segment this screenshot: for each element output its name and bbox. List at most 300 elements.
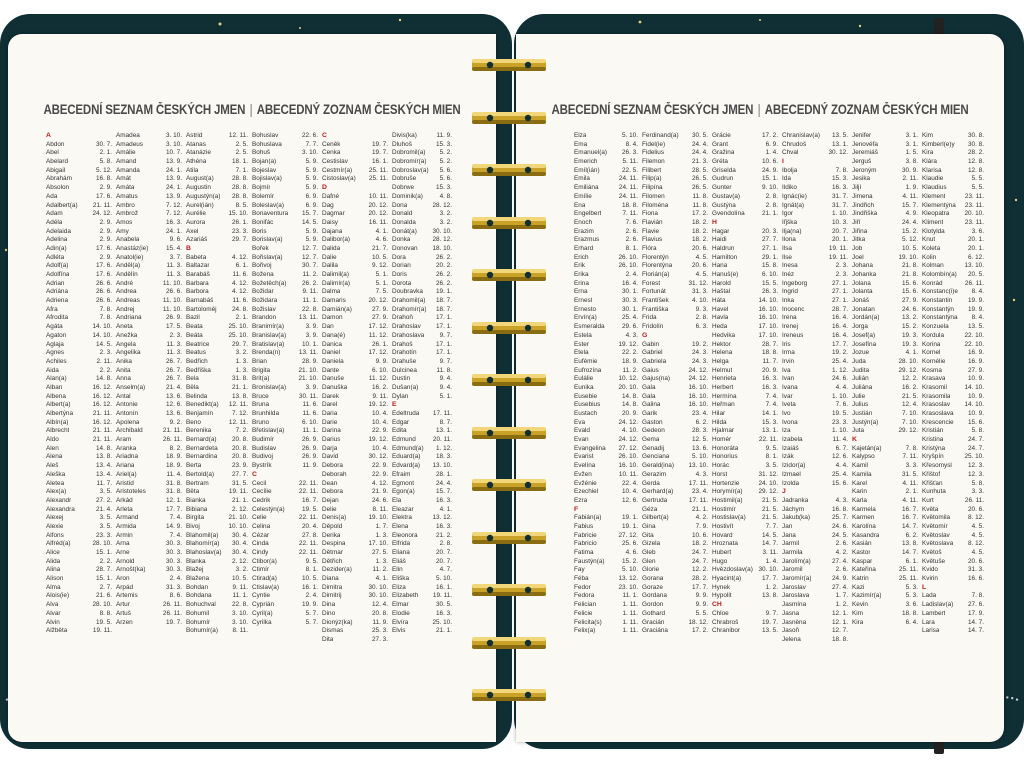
name-entry (186, 558, 248, 567)
name-day-date: 16. 2. (902, 383, 918, 391)
name-day-date: 20. 8. (232, 436, 248, 444)
name-day-date: 30. 10. (368, 592, 388, 600)
name-entry (46, 210, 112, 219)
name-day-date: 17. 9. (968, 609, 984, 617)
name-entry (922, 323, 984, 332)
name-entry (642, 549, 708, 558)
name-entry (116, 323, 182, 332)
name-entry (712, 262, 778, 271)
name-text: Bohumír (186, 618, 211, 626)
name-text: Hugo (712, 557, 728, 565)
name-day-date: 27. 9. (372, 314, 388, 322)
name-text: Adrian (46, 279, 65, 287)
name-text: Kimberl(e)y (922, 140, 955, 148)
name-entry (574, 453, 638, 462)
name-entry (186, 514, 248, 523)
name-text: Bohuslava (252, 140, 282, 148)
name-day-date: 11. 9. (372, 618, 388, 626)
name-entry (46, 314, 112, 323)
name-text: Dorian (392, 262, 411, 270)
name-entry (392, 288, 452, 297)
name-day-date: 16. 12. (92, 392, 112, 400)
name-entry (712, 549, 778, 558)
name-entry (782, 175, 848, 184)
name-day-date: 1. 11. (622, 601, 638, 609)
name-day-date: 13. 11. (298, 314, 318, 322)
name-entry (322, 254, 388, 263)
name-text: Aglaja (46, 340, 64, 348)
name-day-date: 30. 11. (298, 392, 318, 400)
name-day-date: 11. 10. (162, 279, 182, 287)
name-text: Aurora (186, 218, 206, 226)
name-day-date: 17. 6. (96, 244, 112, 252)
name-text: Karel (852, 479, 867, 487)
name-text: Beáta (186, 331, 203, 339)
name-entry (392, 488, 452, 497)
name-text: Brenda(n) (252, 349, 281, 357)
name-day-date: 14. 8. (96, 375, 112, 383)
name-text: Dluhoš (392, 140, 412, 148)
name-text: Aleš (46, 462, 59, 470)
name-day-date: 5. 3. (905, 592, 918, 600)
name-day-date: 31. 5. (902, 470, 918, 478)
name-day-date: 30. 1. (622, 305, 638, 313)
name-entry (922, 601, 984, 610)
name-day-date: 30. 4. (232, 531, 248, 539)
name-day-date: 8. 8. (99, 609, 112, 617)
name-day-date: 2. 3. (835, 262, 848, 270)
name-entry (252, 584, 318, 593)
name-entry (922, 375, 984, 384)
name-entry (252, 254, 318, 263)
name-text: Gvendolína (712, 210, 745, 218)
name-day-date: 17. 10. (368, 540, 388, 548)
name-text: Karmela (852, 505, 876, 513)
name-entry (322, 149, 388, 158)
name-entry (186, 341, 248, 350)
name-day-date: 5. 6. (439, 175, 452, 183)
name-day-date: 5. 2. (439, 149, 452, 157)
name-entry (782, 254, 848, 263)
name-text: Adriána (46, 288, 69, 296)
name-entry (922, 236, 984, 245)
name-text: Gordon (642, 601, 664, 609)
name-text: Bořek (252, 244, 269, 252)
name-text: Celina (252, 522, 271, 530)
name-entry (392, 149, 452, 158)
name-text: Jakub(ka) (782, 514, 811, 522)
name-day-date: 17. 1. (436, 314, 452, 322)
name-entry (642, 601, 708, 610)
name-day-date: 5. 5. (971, 175, 984, 183)
name-text: Alois(ie) (46, 592, 70, 600)
name-entry (186, 332, 248, 341)
name-text: Armand (116, 514, 139, 522)
name-entry (712, 445, 778, 454)
name-day-date: 26. 9. (302, 453, 318, 461)
name-entry (922, 497, 984, 506)
name-entry (392, 462, 452, 471)
name-day-date: 1. 7. (375, 522, 388, 530)
name-entry (46, 367, 112, 376)
name-day-date: 24. 1. (166, 184, 182, 192)
name-day-date: 14. 7. (902, 549, 918, 556)
name-column (852, 132, 918, 645)
name-text: Evald (574, 427, 590, 435)
name-day-date: 11. 10. (162, 305, 182, 313)
name-entry (782, 149, 848, 158)
name-column (322, 132, 388, 645)
name-entry (116, 193, 182, 202)
name-text: Budivoj (252, 453, 273, 461)
name-entry (922, 566, 984, 575)
name-text: F (574, 505, 579, 513)
name-entry (852, 228, 918, 237)
name-day-date: 20. 1. (832, 236, 848, 244)
name-text: Eleonora (392, 531, 418, 539)
name-text: Herbert (712, 383, 734, 391)
name-entry (392, 245, 452, 254)
name-day-date: 18. 9. (622, 357, 638, 365)
name-day-date: 26. 6. (96, 288, 112, 296)
name-text: Dobrwe (392, 184, 415, 192)
name-day-date: 19. 10. (368, 514, 388, 522)
name-text: Cyril(a) (252, 609, 273, 617)
name-day-date: 18. 2. (692, 227, 708, 235)
name-text: Ctimír (252, 566, 270, 574)
name-entry (252, 236, 318, 245)
name-text: Aida (46, 366, 59, 374)
name-entry (852, 193, 918, 202)
name-entry (252, 436, 318, 445)
name-entry (712, 619, 778, 628)
name-day-date: 10. 3. (832, 218, 848, 226)
name-entry (46, 532, 112, 541)
name-day-date: 31. 5. (232, 479, 248, 487)
name-text: Filip(a) (642, 175, 662, 183)
name-text: Helmut (712, 366, 733, 374)
name-entry (852, 358, 918, 367)
name-day-date: 12. 1. (166, 496, 182, 504)
name-text: Katrin (852, 575, 869, 583)
name-entry (46, 627, 112, 636)
name-text: Ela (392, 496, 402, 504)
name-text: Inocenc (782, 305, 805, 313)
name-column (642, 132, 708, 645)
name-day-date: 12. 11. (228, 132, 248, 139)
name-day-date: 11. 12. (368, 331, 388, 339)
name-day-date: 24. 3. (692, 349, 708, 357)
name-text: Gustýna (712, 201, 736, 209)
name-day-date: 22. 2. (622, 349, 638, 357)
name-day-date: 5. 11. (622, 158, 638, 166)
name-entry (574, 532, 638, 541)
name-text: Gala (642, 383, 656, 391)
name-entry (782, 480, 848, 489)
name-text: Ingeborg (782, 279, 808, 287)
name-text: Elfrida (392, 540, 411, 548)
name-entry (574, 184, 638, 193)
name-entry (712, 288, 778, 297)
name-entry (252, 149, 318, 158)
name-day-date: 16. 7. (302, 496, 318, 504)
name-column (574, 132, 638, 645)
name-text: Felician (574, 601, 597, 609)
name-text: Glen (642, 557, 656, 565)
name-day-date: 3. 9. (305, 383, 318, 391)
name-text: Alida (46, 557, 61, 565)
name-text: Alice (46, 549, 60, 556)
name-day-date: 10. 4. (622, 488, 638, 496)
name-entry (642, 184, 708, 193)
name-entry (712, 532, 778, 541)
name-day-date: 20. 12. (368, 297, 388, 305)
name-entry (46, 558, 112, 567)
name-entry (642, 592, 708, 601)
name-text: Branimír(a) (252, 323, 284, 331)
name-day-date: 12. 2. (692, 566, 708, 574)
name-entry (642, 610, 708, 619)
name-entry (116, 427, 182, 436)
name-text: Fidel(ie) (642, 140, 666, 148)
name-text: Amáta (116, 184, 135, 192)
name-day-date: 10. 7. (166, 149, 182, 157)
name-text: Kolman (922, 262, 944, 270)
name-text: Aldo (46, 436, 59, 444)
name-entry (252, 610, 318, 619)
name-day-date: 30. 3. (166, 549, 182, 556)
name-text: Aletea (46, 479, 65, 487)
name-text: Fabián(a) (574, 514, 602, 522)
name-entry (186, 288, 248, 297)
name-day-date: 24. 12. (688, 375, 708, 383)
name-day-date: 19. 9. (968, 297, 984, 305)
name-entry (392, 471, 452, 480)
name-day-date: 13. 4. (96, 470, 112, 478)
name-text: Artemis (116, 592, 138, 600)
name-entry (574, 471, 638, 480)
title-slovak: ABECEDNÝ ZOZNAM ČESKÝCH MIEN (256, 102, 461, 117)
name-day-date: 7. 8. (99, 314, 112, 322)
name-text: Albena (46, 392, 66, 400)
name-text: Ena (574, 201, 586, 209)
name-text: Blahomír(a) (186, 540, 220, 548)
name-text: Kolombín(a) (922, 271, 957, 278)
name-day-date: 26. 6. (166, 288, 182, 296)
name-text: Eliška (392, 575, 410, 583)
name-entry (852, 349, 918, 358)
name-day-date: 13. 5. (762, 627, 778, 635)
name-text: Graciána (642, 627, 668, 635)
name-text: Filomen (642, 192, 665, 200)
name-text: Heda (712, 323, 728, 331)
name-day-date: 24. 4. (692, 140, 708, 148)
name-day-date: 4. 5. (971, 522, 984, 530)
name-day-date: 1. 3. (375, 531, 388, 539)
name-day-date: 17. 1. (436, 349, 452, 357)
name-entry (642, 393, 708, 402)
name-text: Dustin (392, 375, 411, 383)
name-text: K (852, 436, 857, 444)
name-text: Irvin (782, 357, 795, 365)
name-text: Ibolja (782, 166, 798, 174)
name-entry (46, 358, 112, 367)
name-day-date: 16. 10. (688, 401, 708, 409)
name-text: Anselm(a) (116, 383, 146, 391)
name-day-date: 15. 6. (902, 288, 918, 296)
name-text: Chranibor (712, 627, 741, 635)
name-day-date: 17. 11. (432, 410, 452, 417)
name-day-date: 30. 8. (968, 132, 984, 139)
name-entry (392, 619, 452, 628)
name-text: Čeněk (322, 140, 341, 148)
name-entry (782, 219, 848, 228)
name-day-date: 30. 7. (96, 140, 112, 148)
name-text: Abigail (46, 166, 66, 174)
name-day-date: 2. 12. (232, 557, 248, 565)
name-entry (852, 549, 918, 558)
name-text: Fortunát (642, 288, 666, 296)
name-entry (392, 306, 452, 315)
name-text: Františka (642, 305, 669, 313)
name-day-date: 9. 11. (302, 288, 318, 296)
name-day-date: 13. 2. (902, 314, 918, 322)
name-day-date: 7. 6. (625, 218, 638, 226)
name-text: Kosma (922, 366, 942, 374)
name-day-date: 19. 10. (898, 253, 918, 261)
name-day-date: 23. 4. (692, 488, 708, 496)
name-text: Dino (322, 609, 336, 617)
name-entry (116, 445, 182, 454)
name-entry (922, 306, 984, 315)
name-entry (116, 549, 182, 558)
name-text: Angelika (116, 349, 141, 357)
name-day-date: 20. 12. (368, 201, 388, 209)
name-day-date: 13. 11. (298, 349, 318, 357)
name-day-date: 17. 5. (166, 323, 182, 331)
name-day-date: 7. 10. (902, 410, 918, 417)
name-entry (782, 506, 848, 515)
name-entry (574, 306, 638, 315)
name-day-date: 29. 12. (758, 488, 778, 496)
name-entry (712, 193, 778, 202)
name-text: Fridolín (642, 323, 664, 331)
name-day-date: 22. 8. (232, 601, 248, 609)
name-day-date: 15. 7. (436, 488, 452, 496)
name-entry (252, 401, 318, 410)
name-text: Danuše (322, 375, 345, 383)
name-entry (782, 514, 848, 523)
name-entry (574, 262, 638, 271)
name-entry (852, 601, 918, 610)
name-day-date: 6. 9. (765, 140, 778, 148)
name-entry (46, 462, 112, 471)
name-text: Klaudius (922, 184, 947, 192)
name-day-date: 27. 5. (372, 549, 388, 556)
name-day-date: 28. 8. (232, 184, 248, 192)
name-day-date: 16. 1. (436, 583, 452, 591)
name-entry (782, 436, 848, 445)
name-text: Jarmila (782, 549, 803, 556)
name-day-date: 24. 6. (832, 375, 848, 383)
name-text: Ariana (116, 462, 135, 470)
name-text: Gaston (642, 418, 663, 426)
name-text: Ema (574, 140, 588, 148)
name-text: Božena (252, 271, 274, 278)
name-day-date: 21. 11. (92, 436, 112, 444)
name-text: Donalda (392, 218, 416, 226)
name-text: Bernard(a) (186, 436, 217, 444)
name-text: Damon (322, 314, 343, 322)
name-day-date: 11. 2. (302, 271, 318, 278)
name-text: Inka (782, 297, 795, 305)
name-text: Dobromír(a) (392, 158, 427, 166)
name-entry (116, 367, 182, 376)
name-text: Branislav(a) (252, 331, 287, 339)
name-text: Athéna (186, 158, 207, 166)
name-text: Jolana (852, 279, 871, 287)
name-day-date: 13. 6. (166, 410, 182, 417)
name-entry (252, 549, 318, 558)
name-text: Anděl(a) (116, 262, 141, 270)
name-day-date: 3. 2. (439, 210, 452, 218)
name-day-date: 20. 8. (372, 609, 388, 617)
name-day-date: 4. 11. (902, 192, 918, 200)
name-day-date: 26. 11. (162, 601, 182, 609)
name-day-date: 8. 11. (232, 627, 248, 635)
name-day-date: 5. 3. (905, 583, 918, 591)
name-day-date: 22. 4. (622, 479, 638, 487)
name-day-date: 16. 6. (968, 575, 984, 583)
name-day-date: 24. 3. (692, 357, 708, 365)
name-text: Fay (574, 566, 585, 574)
name-text: Evelína (574, 462, 596, 470)
name-day-date: 1. 4. (765, 557, 778, 565)
name-entry (852, 149, 918, 158)
name-day-date: 30. 9. (902, 166, 918, 174)
name-text: Aneta (116, 323, 133, 331)
name-day-date: 16. 4. (832, 314, 848, 322)
name-text: Absolon (46, 184, 70, 192)
name-entry (186, 480, 248, 489)
name-text: Hynek (712, 583, 731, 591)
name-text: Evarist (574, 453, 594, 461)
name-entry (922, 619, 984, 628)
name-text: Fedor (574, 583, 591, 591)
name-text: Egmont (392, 479, 415, 487)
name-entry (574, 592, 638, 601)
name-text: Efraim (392, 470, 411, 478)
name-entry (782, 245, 848, 254)
name-entry (46, 471, 112, 480)
name-entry (116, 358, 182, 367)
name-text: Jaromír(a) (782, 575, 812, 583)
name-entry (782, 271, 848, 280)
name-entry (116, 471, 182, 480)
name-entry (186, 314, 248, 323)
name-day-date: 25. 6. (622, 540, 638, 548)
name-text: Inéz (782, 271, 795, 278)
letter-heading (852, 436, 918, 445)
name-day-date: 24. 11. (618, 175, 638, 183)
name-entry (574, 462, 638, 471)
name-text: Kim (852, 609, 864, 617)
name-day-date: 17. 2. (762, 132, 778, 139)
name-text: Ezechiel (574, 488, 599, 496)
name-day-date: 31. 3. (692, 288, 708, 296)
name-day-date: 19. 1. (622, 514, 638, 522)
name-entry (322, 497, 388, 506)
